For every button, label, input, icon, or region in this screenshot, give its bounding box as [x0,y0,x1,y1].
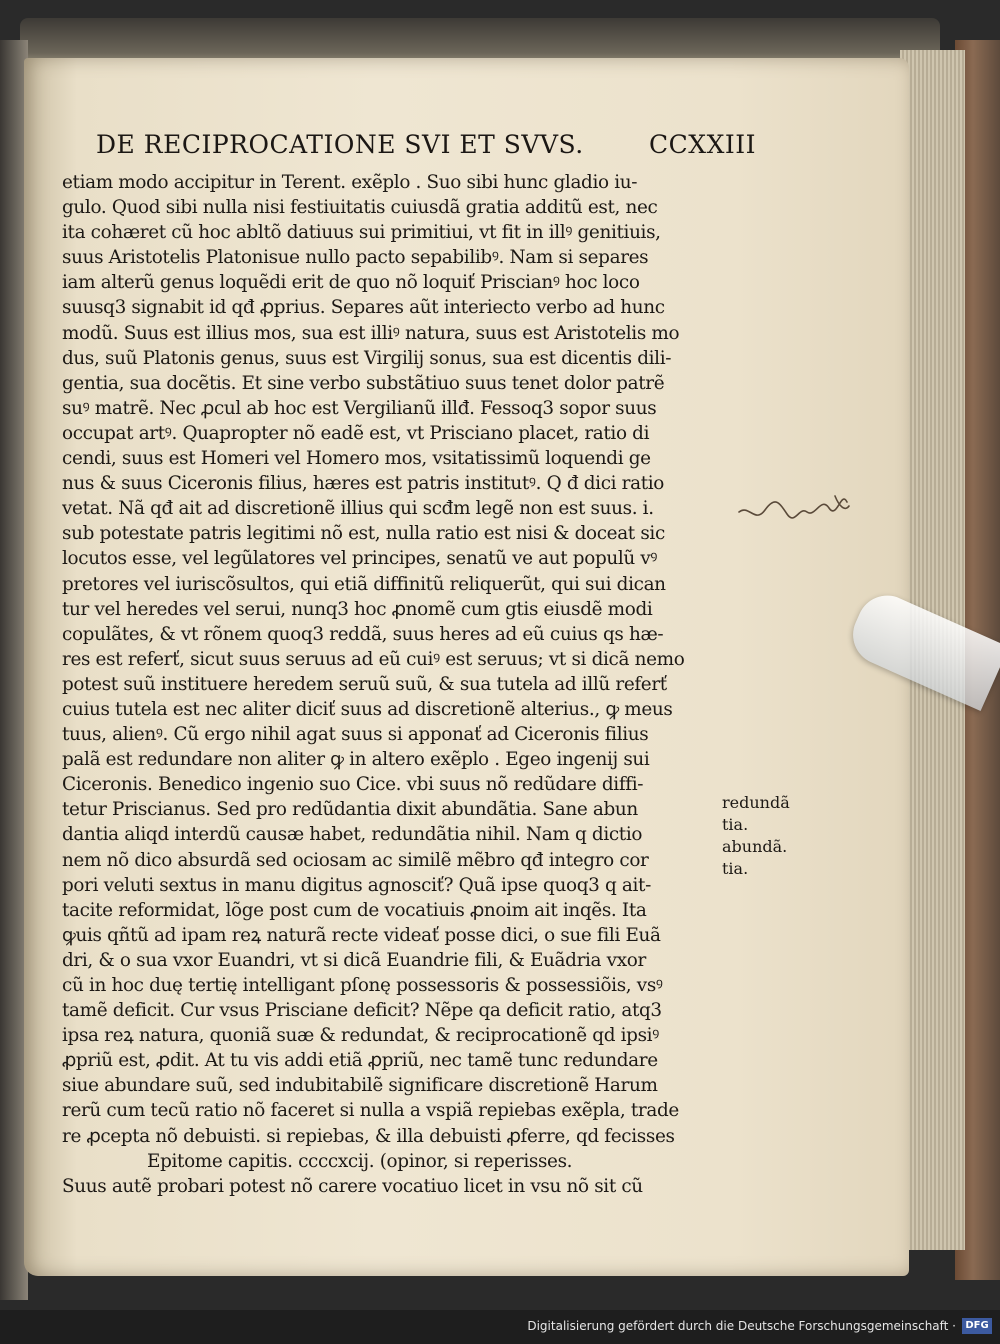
running-title: DE RECIPROCATIONE SVI ET SVVS. [96,130,584,159]
text-line: tacite reformidat, lõge post cum de vocatiuis ꝓnoim ait inqẽs. Ita [62,899,647,921]
text-line: copulãtes, & vt rõnem quoq3 reddã, suus heres ad eũ cuius qs hæ- [62,623,664,645]
text-line: modũ. Suus est illius mos, sua est illiꝰ natura, suus est Aristotelis mo [62,322,680,344]
margin-note: redundã [722,793,790,812]
text-line: suus Aristotelis Platonisue nullo pacto sepabilibꝰ. Nam si separes [62,247,649,269]
text-line: gentia, sua docẽtis. Et sine verbo substãtiuo suus tenet dolor patrẽ [62,372,665,394]
text-line: ipsa reꝝ natura, quoniã suæ & redundat, & reciprocationẽ qd ipsiꝰ [62,1025,659,1047]
text-line: locutos esse, vel legũlatores vel principes, senatũ ve aut populũ vꝰ [62,548,658,570]
margin-note: tia. [722,815,749,834]
text-line: dus, suũ Platonis genus, suus est Virgilij sonus, sua est dicentis dili- [62,347,672,369]
text-line: tamẽ deficit. Cur vsus Prisciane deficit? Nẽpe qa deficit ratio, atq3 [62,1000,662,1022]
text-column [62,170,722,1199]
text-line: pretores vel iuriscõsultos, qui etiã diffinitũ reliquerũt, qui sui dican [62,573,666,595]
footer-bar [0,1310,1000,1344]
text-line: dantia aliqd interdũ causæ habet, redundãtia nihil. Nam q dictio [62,824,643,846]
text-line: pori veluti sextus in manu digitus agnosciť? Quã ipse quoq3 q ait- [62,874,651,896]
text-line: cuius tutela est nec aliter diciť suus ad discretionẽ alterius., ꝙ meus [62,698,673,720]
text-line: nus & suus Ciceronis filius, hæres est patris institutꝰ. Q đ dici ratio [62,473,665,495]
text-line: occupat artꝰ. Quapropter nõ eadẽ est, vt Prisciano placet, ratio di [62,422,650,444]
text-line: ita cohæret cũ hoc abltõ datiuus sui primitiui, vt fit in illꝰ genitiuis, [62,222,661,244]
dfg-logo: DFG [962,1318,992,1334]
margin-note: abundã. [722,837,788,856]
text-line: re ꝓcepta nõ debuisti. si repiebas, & illa debuisti ꝓferre, qd fecisses [62,1125,675,1147]
text-line: etiam modo accipitur in Terent. exẽplo . Suo sibi hunc gladio iu- [62,172,638,193]
text-line: iam alterũ genus loquẽdi erit de quo nõ loquiť Priscianꝰ hoc loco [62,272,640,294]
text-line: nem nõ dico absurdã sed ociosam ac similẽ mẽbro qđ integro cor [62,849,649,871]
folio-number: CCXXIII [649,130,756,159]
text-line: Suus autẽ probari potest nõ carere vocatiuo licet in vsu nõ sit cũ [62,1175,643,1197]
text-line: Epitome capitis. ccccxcij. (opinor, si reperisses. [147,1150,573,1172]
text-line: cũ in hoc duę tertię intelligant pſonę possessoris & possessiõis, vsꝰ [62,975,663,996]
text-line: res est referť, sicut suus seruus ad eũ cuiꝰ est seruus; vt si dicã nemo [62,648,685,670]
running-head [96,130,756,162]
text-line: potest suũ instituere heredem seruũ suũ, & sua tutela ad illũ referť [62,673,667,695]
text-line: sub potestate patris legitimi nõ est, nulla ratio est nisi & doceat sic [62,523,665,545]
text-line: tur vel heredes vel serui, nunq3 hoc ꝓnomẽ cum gtis eiusdẽ modi [62,598,653,620]
text-line: gulo. Quod sibi nulla nisi festiuitatis cuiusdã gratia additũ est, nec [62,197,658,219]
text-line: tetur Priscianus. Sed pro redũdantia dixit abundãtia. Sane abun [62,799,638,821]
text-line: dri, & o sua vxor Euandri, vt si dicã Euandrie fili, & Euãdria vxor [62,949,646,971]
text-line: ꝙuis qñtũ ad ipam reꝝ naturã recte videať posse dici, o sue fili Euã [62,924,661,946]
text-line: Ciceronis. Benedico ingenio suo Cice. vbi suus nõ redũdare diffi- [62,774,644,796]
text-line: palã est redundare non aliter ꝙ in altero exẽplo . Egeo ingenij sui [62,749,650,771]
margin-note: tia. [722,859,749,878]
funding-credit: Digitalisierung gefördert durch die Deutsche Forschungsgemeinschaft · [527,1319,956,1333]
text-line: rerũ cum tecũ ratio nõ faceret si nulla a vspiã repiebas exẽpla, trade [62,1100,679,1122]
handwritten-annotation-icon [735,482,855,532]
text-line: suꝰ matrẽ. Nec ꝓcul ab hoc est Vergilianũ illđ. Fessoq3 sopor suus [62,397,657,419]
text-line: siue abundare suũ, sed indubitabilẽ significare discretionẽ Harum [62,1075,658,1097]
text-line: vetat. Nã qđ ait ad discretionẽ illius qui scđm legẽ non est suus. i. [62,498,654,520]
text-line: tuus, alienꝰ. Cũ ergo nihil agat suus si apponať ad Ciceronis filius [62,724,649,746]
text-line: ꝓpriũ est, ꝓdit. At tu vis addi etiã ꝓpriũ, nec tamẽ tunc redundare [62,1050,658,1072]
text-line: suusq3 signabit id qđ ꝓprius. Separes aũt interiecto verbo ad hunc [62,297,665,319]
margin-notes [722,792,792,880]
text-line: cendi, suus est Homeri vel Homero mos, vsitatissimũ loquendi ge [62,448,651,470]
